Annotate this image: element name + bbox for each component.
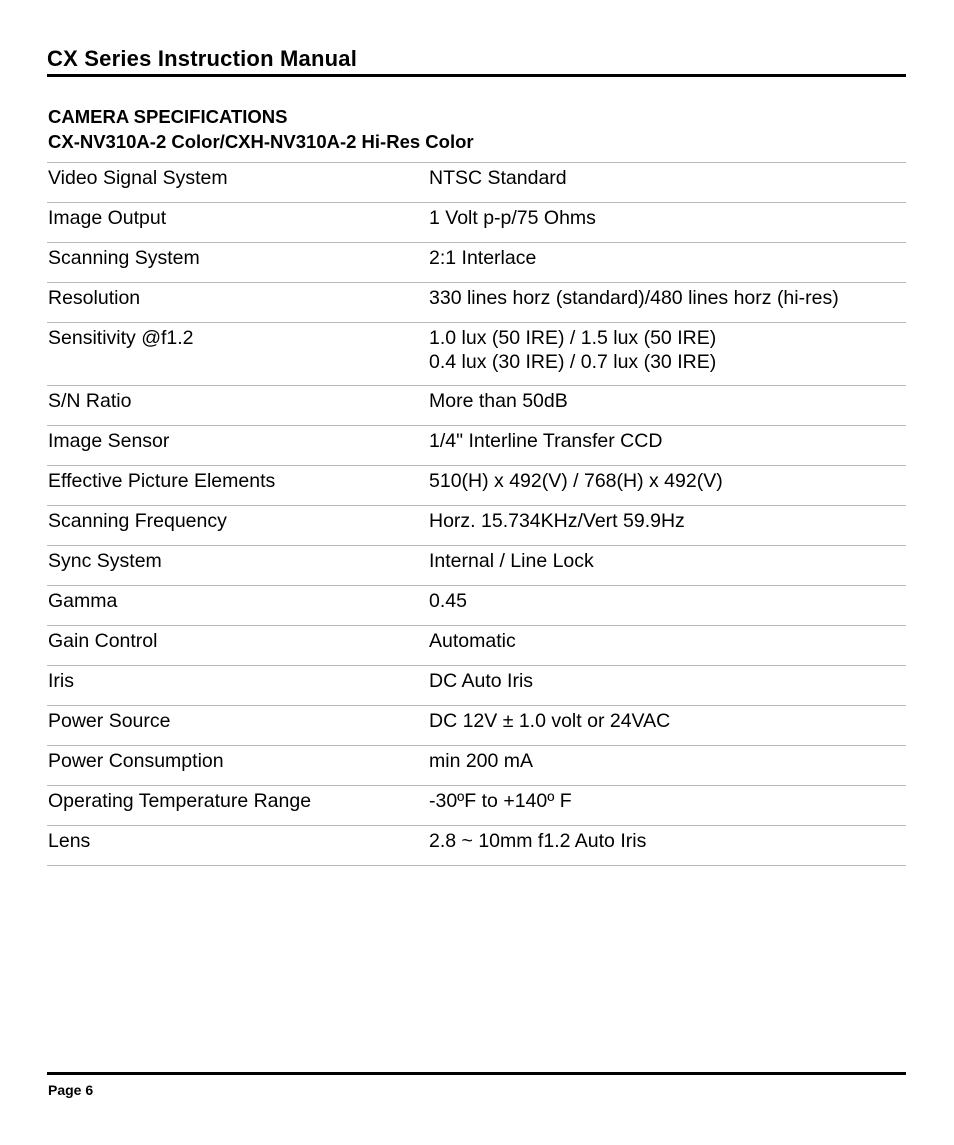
section-heading bbox=[48, 104, 906, 154]
spec-row-gamma bbox=[47, 586, 906, 626]
spec-value: 1/4" Interline Transfer CCD bbox=[429, 430, 663, 452]
spec-value-line: 1.0 lux (50 IRE) / 1.5 lux (50 IRE) bbox=[429, 327, 717, 349]
spec-label: Video Signal System bbox=[48, 167, 228, 189]
spec-label: Resolution bbox=[48, 287, 141, 309]
spec-value: min 200 mA bbox=[429, 750, 534, 772]
spec-value: 330 lines horz (standard)/480 lines horz (hi-res) bbox=[429, 287, 839, 309]
spec-value: DC 12V ± 1.0 volt or 24VAC bbox=[429, 710, 671, 732]
spec-label: Power Consumption bbox=[48, 750, 224, 772]
spec-row-lens bbox=[47, 826, 906, 866]
spec-row-gain-control bbox=[47, 626, 906, 666]
page-footer bbox=[47, 1072, 906, 1098]
spec-row-power-consumption bbox=[47, 746, 906, 786]
spec-label: S/N Ratio bbox=[48, 390, 132, 412]
spec-value: Internal / Line Lock bbox=[429, 550, 594, 572]
spec-label: Sensitivity @f1.2 bbox=[48, 327, 194, 349]
spec-row-video-signal-system bbox=[47, 163, 906, 203]
spec-row-scanning-system bbox=[47, 243, 906, 283]
spec-label: Effective Picture Elements bbox=[48, 470, 276, 492]
spec-value: 0.45 bbox=[429, 590, 467, 612]
section-subtitle: CX-NV310A-2 Color/CXH-NV310A-2 Hi-Res Color bbox=[48, 131, 474, 152]
spec-label: Gamma bbox=[48, 590, 118, 612]
spec-row-scanning-frequency bbox=[47, 506, 906, 546]
spec-label: Operating Temperature Range bbox=[48, 790, 312, 812]
spec-value: Automatic bbox=[429, 630, 516, 652]
section-title: CAMERA SPECIFICATIONS bbox=[48, 106, 288, 127]
spec-row-effective-picture-elements bbox=[47, 466, 906, 506]
spec-row-power-source bbox=[47, 706, 906, 746]
spec-value: 1 Volt p-p/75 Ohms bbox=[429, 207, 596, 229]
spec-table bbox=[47, 162, 906, 866]
spec-value: 510(H) x 492(V) / 768(H) x 492(V) bbox=[429, 470, 723, 492]
spec-value: 2.8 ~ 10mm f1.2 Auto Iris bbox=[429, 830, 647, 852]
spec-label: Image Sensor bbox=[48, 430, 170, 452]
spec-label: Sync System bbox=[48, 550, 162, 572]
spec-value-multiline bbox=[429, 327, 716, 374]
spec-value: More than 50dB bbox=[429, 390, 568, 412]
spec-value-line: 0.4 lux (30 IRE) / 0.7 lux (30 IRE) bbox=[429, 350, 717, 373]
spec-label: Power Source bbox=[48, 710, 171, 732]
spec-value: -30ºF to +140º F bbox=[429, 790, 572, 812]
spec-label: Image Output bbox=[48, 207, 167, 229]
spec-value: Horz. 15.734KHz/Vert 59.9Hz bbox=[429, 510, 685, 532]
spec-label: Gain Control bbox=[48, 630, 158, 652]
spec-row-sn-ratio bbox=[47, 386, 906, 426]
page-title: CX Series Instruction Manual bbox=[47, 46, 358, 71]
spec-label: Scanning System bbox=[48, 247, 200, 269]
spec-row-resolution bbox=[47, 283, 906, 323]
spec-value: NTSC Standard bbox=[429, 167, 567, 189]
page-header bbox=[47, 44, 906, 77]
page-number: Page 6 bbox=[48, 1082, 94, 1098]
spec-row-image-sensor bbox=[47, 426, 906, 466]
spec-row-image-output bbox=[47, 203, 906, 243]
spec-row-sensitivity bbox=[47, 323, 906, 386]
spec-label: Iris bbox=[48, 670, 74, 692]
spec-row-iris bbox=[47, 666, 906, 706]
spec-row-operating-temperature-range bbox=[47, 786, 906, 826]
spec-value: 2:1 Interlace bbox=[429, 247, 537, 269]
spec-label: Lens bbox=[48, 830, 91, 852]
spec-row-sync-system bbox=[47, 546, 906, 586]
spec-value: DC Auto Iris bbox=[429, 670, 534, 692]
spec-label: Scanning Frequency bbox=[48, 510, 227, 532]
